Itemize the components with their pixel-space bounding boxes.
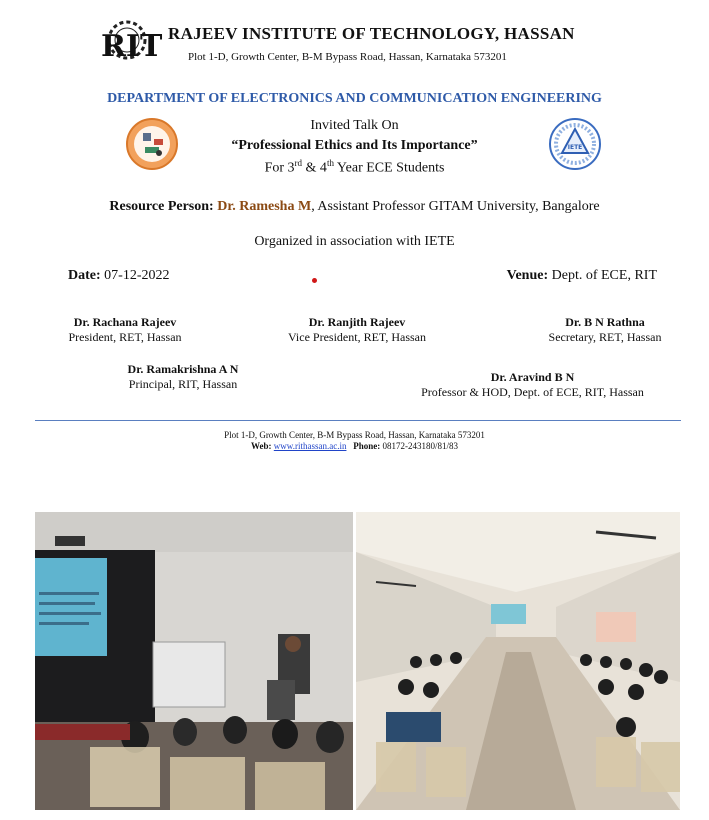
person-secretary xyxy=(530,315,680,345)
talk-title: “Professional Ethics and Its Importance” xyxy=(231,138,478,153)
venue-label: Venue: xyxy=(506,268,552,283)
person-principal xyxy=(108,362,258,392)
person-vice-president xyxy=(282,315,432,345)
iete-emblem-text: IETE xyxy=(567,144,583,151)
talk-intro: Invited Talk On xyxy=(310,118,399,133)
person-role: President, RET, Hassan xyxy=(68,330,182,344)
date-value: 07-12-2022 xyxy=(104,268,170,283)
website-link[interactable]: www.rithassan.ac.in xyxy=(273,441,347,451)
footer-divider xyxy=(35,420,681,421)
person-name: Dr. Aravind B N xyxy=(490,370,575,384)
person-name: Dr. Ranjith Rajeev xyxy=(308,315,406,329)
resource-designation: , Assistant Professor GITAM University, Bangalore xyxy=(311,199,600,214)
date-label: Date: xyxy=(68,268,105,283)
person-hod xyxy=(405,370,660,400)
audience-prefix: For 3 xyxy=(264,160,295,176)
department-title: DEPARTMENT OF ELECTRONICS AND COMMUNICATION ENGINEERING xyxy=(107,91,602,106)
person-president xyxy=(50,315,200,345)
audience-sup-th: th xyxy=(326,158,334,168)
phone-value: 08172-243180/81/83 xyxy=(382,441,458,451)
resource-person xyxy=(0,199,709,215)
phone-label: Phone: xyxy=(353,441,383,451)
institute-address: Plot 1-D, Growth Center, B-M Bypass Road, Hassan, Karnataka 573201 xyxy=(188,51,507,63)
institute-name: RAJEEV INSTITUTE OF TECHNOLOGY, HASSAN xyxy=(168,24,575,43)
event-date xyxy=(68,268,169,284)
event-photo-speaker xyxy=(35,512,353,810)
talk-audience xyxy=(0,158,709,177)
resource-label: Resource Person: xyxy=(109,199,218,214)
person-role: Professor & HOD, Dept. of ECE, RIT, Hassan xyxy=(421,385,644,399)
person-role: Vice President, RET, Hassan xyxy=(287,330,427,344)
logo-letters: RIT xyxy=(101,29,163,64)
footer-address: Plot 1-D, Growth Center, B-M Bypass Road, Hassan, Karnataka 573201 xyxy=(224,430,485,440)
person-role: Principal, RIT, Hassan xyxy=(128,377,238,391)
institute-logo xyxy=(97,18,163,66)
organized-note: Organized in association with IETE xyxy=(254,234,455,249)
person-name: Dr. Ramakrishna A N xyxy=(127,362,239,376)
event-venue xyxy=(507,268,657,284)
audience-sup-rd: rd xyxy=(294,158,303,168)
venue-value: Dept. of ECE, RIT xyxy=(551,268,657,283)
audience-mid: & 4 xyxy=(302,160,327,176)
footer-contact xyxy=(0,441,709,451)
audience-suffix: Year ECE Students xyxy=(333,160,445,176)
person-name: Dr. Rachana Rajeev xyxy=(73,315,177,329)
web-label: Web: xyxy=(251,441,274,451)
event-photo-audience xyxy=(356,512,680,810)
person-role: Secretary, RET, Hassan xyxy=(548,330,662,344)
person-name: Dr. B N Rathna xyxy=(565,315,645,329)
resource-name: Dr. Ramesha M xyxy=(217,199,312,214)
red-dot-marker xyxy=(312,278,317,283)
